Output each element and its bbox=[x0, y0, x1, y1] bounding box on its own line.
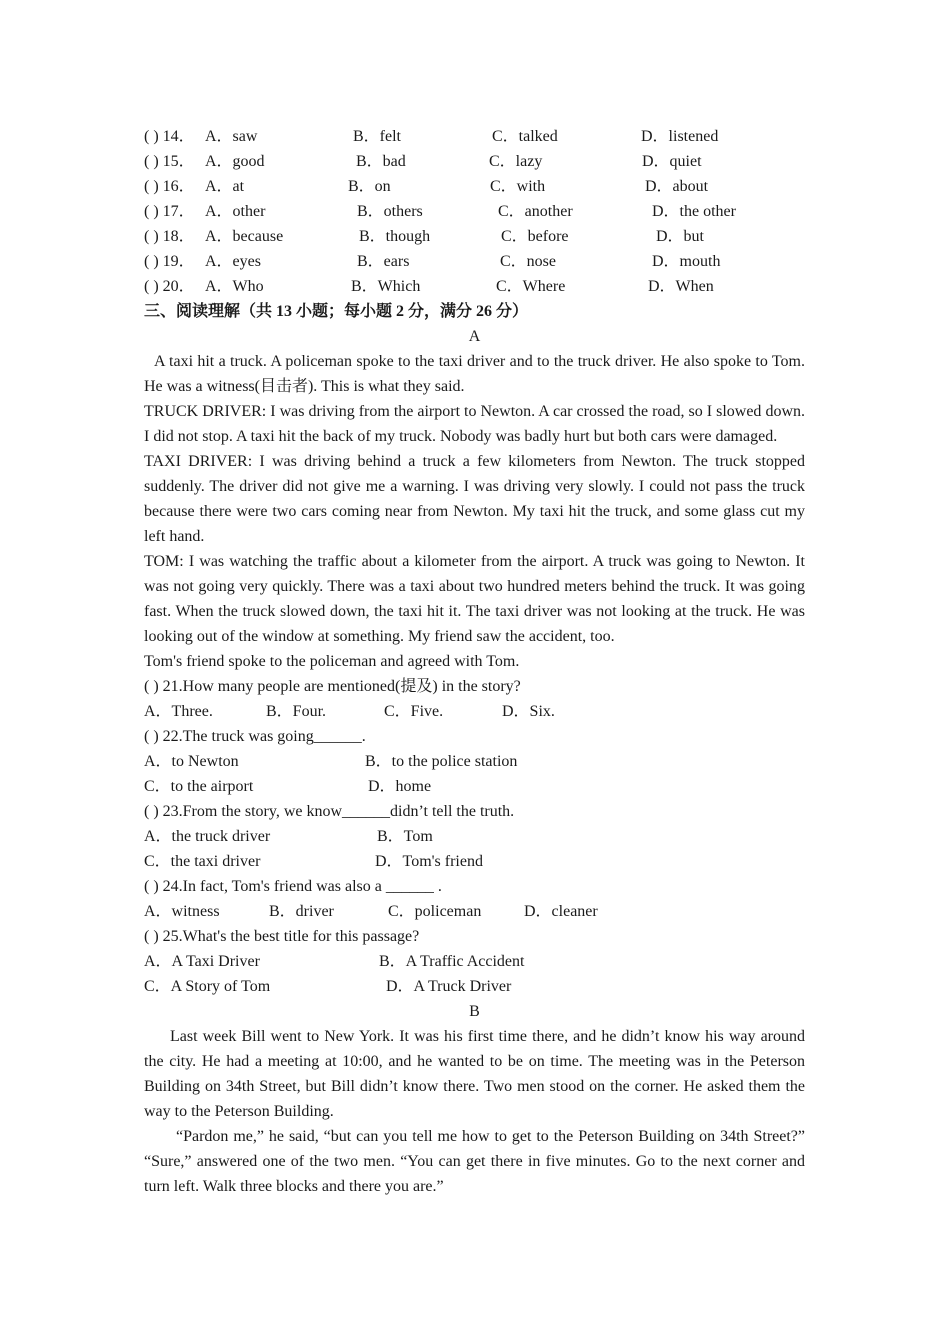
passage-a-paragraph-3: TAXI DRIVER: I was driving behind a truck a few kilometers from Newton. The truck stopped suddenly. The driver did not give me a warning. I was driving very slowly. I could not pass the truck because there were two cars coming near from Newton. My taxi hit the truck, and some glass cut my left hand. bbox=[144, 453, 805, 545]
option-a: A．at bbox=[205, 178, 245, 195]
option-d: D．about bbox=[645, 178, 709, 195]
option-c: C．Where bbox=[496, 278, 566, 295]
option-c: C．policeman bbox=[388, 903, 482, 920]
passage-a-paragraph-1: A taxi hit a truck. A policeman spoke to the taxi driver and to the truck driver. He also spoke to Tom. He was a witness(目击者). This is what they said. bbox=[144, 353, 805, 395]
question-number: ( ) 18． bbox=[144, 228, 195, 245]
option-d: D．Tom's friend bbox=[375, 853, 483, 870]
question-number: ( ) 17． bbox=[144, 203, 195, 220]
question-22-options-row-1 bbox=[144, 749, 805, 774]
option-b: B．ears bbox=[357, 253, 410, 270]
question-25-options-row-2 bbox=[144, 974, 805, 999]
option-d: D．Six. bbox=[502, 703, 555, 720]
option-a: A．because bbox=[205, 228, 284, 245]
option-a: A．witness bbox=[144, 903, 220, 920]
option-d: D．cleaner bbox=[524, 903, 598, 920]
option-b: B．to the police station bbox=[365, 753, 518, 770]
option-b: B．felt bbox=[353, 128, 401, 145]
option-b: B．A Traffic Accident bbox=[379, 953, 525, 970]
question-21-stem: ( ) 21.How many people are mentioned(提及) in the story? bbox=[144, 678, 521, 695]
option-c: C．the taxi driver bbox=[144, 853, 261, 870]
question-row-19 bbox=[144, 249, 805, 274]
question-24-options bbox=[144, 899, 805, 924]
question-number: ( ) 16． bbox=[144, 178, 195, 195]
option-c: C．Five. bbox=[384, 703, 444, 720]
option-c: C．nose bbox=[500, 253, 557, 270]
question-24-stem: ( ) 24.In fact, Tom's friend was also a ______ . bbox=[144, 878, 442, 895]
passage-b-label: B bbox=[469, 1003, 480, 1020]
option-b: B．driver bbox=[269, 903, 334, 920]
question-row-14 bbox=[144, 124, 805, 149]
option-d: D．A Truck Driver bbox=[386, 978, 512, 995]
option-d: D．home bbox=[368, 778, 432, 795]
passage-a-label: A bbox=[468, 328, 481, 345]
option-a: A．good bbox=[205, 153, 265, 170]
section-heading: 三、阅读理解（共 13 小题；每小题 2 分，满分 26 分） bbox=[144, 303, 529, 320]
question-row-17 bbox=[144, 199, 805, 224]
passage-a-paragraph-2: TRUCK DRIVER: I was driving from the airport to Newton. A car crossed the road, so I slowed down. I did not stop. A taxi hit the back of my truck. Nobody was badly hurt but both cars were damaged. bbox=[144, 403, 805, 445]
passage-b-paragraph-2: “Pardon me,” he said, “but can you tell me how to get to the Peterson Building on 34th Street?” “Sure,” answered one of the two men. “You can get there in five minutes. Go to the next corner and turn left. Walk three blocks and there you are.” bbox=[144, 1128, 805, 1195]
question-row-18 bbox=[144, 224, 805, 249]
option-c: C．before bbox=[501, 228, 569, 245]
option-d: D．mouth bbox=[652, 253, 721, 270]
question-number: ( ) 20． bbox=[144, 278, 195, 295]
option-d: D．but bbox=[656, 228, 705, 245]
question-23-options-row-2 bbox=[144, 849, 805, 874]
option-a: A．the truck driver bbox=[144, 828, 271, 845]
question-row-15 bbox=[144, 149, 805, 174]
option-c: C．to the airport bbox=[144, 778, 254, 795]
question-number: ( ) 14． bbox=[144, 128, 195, 145]
question-25-stem: ( ) 25.What's the best title for this passage? bbox=[144, 928, 420, 945]
option-b: B．though bbox=[359, 228, 431, 245]
option-a: A．eyes bbox=[205, 253, 261, 270]
option-d: D．quiet bbox=[642, 153, 702, 170]
option-d: D．listened bbox=[641, 128, 719, 145]
option-a: A．saw bbox=[205, 128, 258, 145]
cloze-options bbox=[144, 124, 805, 299]
option-b: B．Which bbox=[351, 278, 421, 295]
option-a: A．Three. bbox=[144, 703, 213, 720]
question-22-options-row-2 bbox=[144, 774, 805, 799]
option-a: A．A Taxi Driver bbox=[144, 953, 260, 970]
option-a: A．other bbox=[205, 203, 266, 220]
option-c: C．another bbox=[498, 203, 573, 220]
passage-a-paragraph-5: Tom's friend spoke to the policeman and agreed with Tom. bbox=[144, 653, 520, 670]
option-b: B．Four. bbox=[266, 703, 327, 720]
option-c: C．A Story of Tom bbox=[144, 978, 271, 995]
option-c: C．talked bbox=[492, 128, 558, 145]
option-b: B．others bbox=[357, 203, 423, 220]
option-b: B．Tom bbox=[377, 828, 433, 845]
question-row-16 bbox=[144, 174, 805, 199]
option-b: B．on bbox=[348, 178, 391, 195]
option-c: C．with bbox=[490, 178, 546, 195]
question-23-options-row-1 bbox=[144, 824, 805, 849]
option-d: D．When bbox=[648, 278, 714, 295]
option-a: A．Who bbox=[205, 278, 264, 295]
option-d: D．the other bbox=[652, 203, 736, 220]
question-22-stem: ( ) 22.The truck was going______. bbox=[144, 728, 366, 745]
question-row-20 bbox=[144, 274, 805, 299]
option-b: B．bad bbox=[356, 153, 406, 170]
question-21-options bbox=[144, 699, 805, 724]
option-c: C．lazy bbox=[489, 153, 543, 170]
question-25-options-row-1 bbox=[144, 949, 805, 974]
question-number: ( ) 19． bbox=[144, 253, 195, 270]
option-a: A．to Newton bbox=[144, 753, 239, 770]
question-23-stem: ( ) 23.From the story, we know______didn’t tell the truth. bbox=[144, 803, 515, 820]
passage-a-paragraph-4: TOM: I was watching the traffic about a kilometer from the airport. A truck was going to Newton. It was not going very quickly. There was a taxi about two hundred meters behind the truck. It was going fast. When the truck slowed down, the taxi hit it. The taxi driver was not looking at the truck. He was looking out of the window at something. My friend saw the accident, too. bbox=[144, 553, 805, 645]
exam-page bbox=[144, 124, 805, 1199]
question-number: ( ) 15． bbox=[144, 153, 195, 170]
passage-b-paragraph-1: Last week Bill went to New York. It was his first time there, and he didn’t know his way around the city. He had a meeting at 10:00, and he wanted to be on time. The meeting was in the Peterson Building on 34th Street, but Bill didn’t know there. Two men stood on the corner. He asked them the way to the Peterson Building. bbox=[144, 1028, 805, 1120]
